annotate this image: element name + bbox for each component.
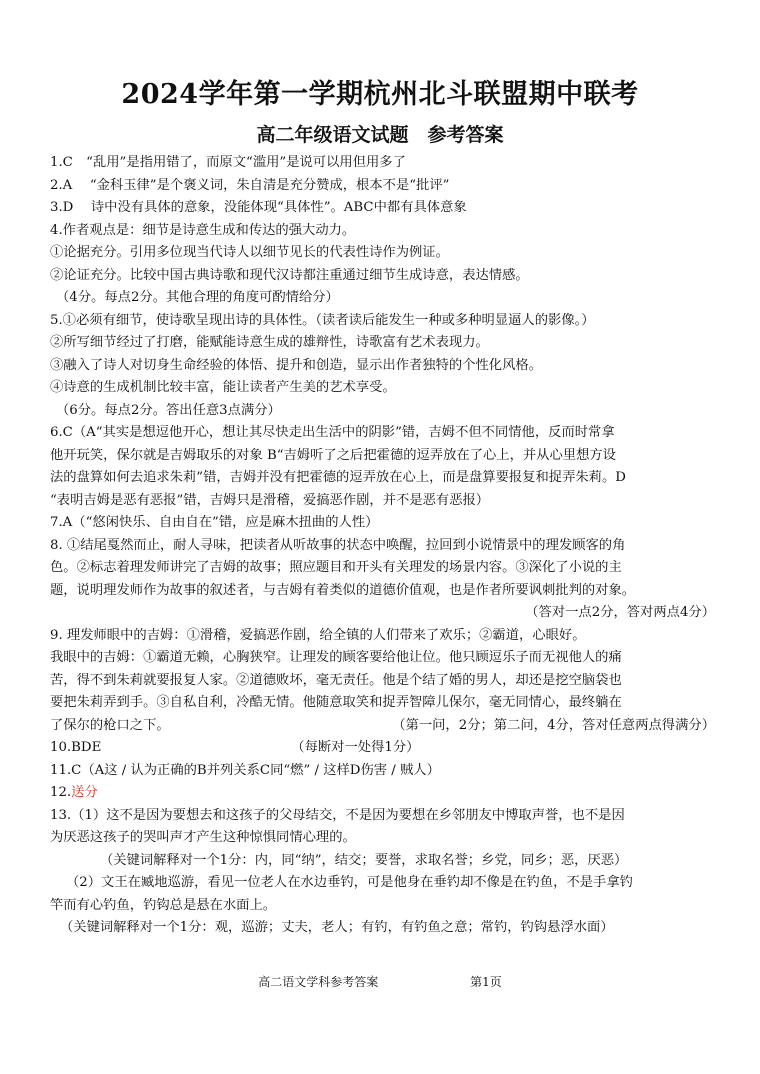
answer-body <box>50 152 715 940</box>
answer-line: ②论证充分。比较中国古典诗歌和现代汉诗都注重通过细节生成诗意，表达情感。 <box>50 267 529 283</box>
answer-line: 竿而有心钓鱼，钓钩总是悬在水面上。 <box>50 897 277 913</box>
page-title: 2024学年第一学期杭州北斗联盟期中联考 <box>121 79 639 110</box>
answer-line: 3.D 诗中没有具体的意象，没能体现“具体性”。ABC中都有具体意象 <box>50 200 467 215</box>
answer-line: 我眼中的吉姆：①霸道无赖，心胸狭窄。让理发的顾客要给他让位。他只顾逗乐子而无视他人的痛 <box>50 650 622 665</box>
answer-line: 2.A “金科玉律”是个褒义词，朱自清是充分赞成，根本不是“批评” <box>50 177 450 193</box>
answer-line: ②所写细节经过了打磨，能赋能诗意生成的雄辩性，诗歌富有艺术表现力。 <box>50 335 489 350</box>
answer-line: （4分。每点2分。其他合理的角度可酌情给分） <box>56 290 339 305</box>
answer-line: （答对一点2分，答对两点4分） <box>525 605 715 620</box>
answer-line: （关键词解释对一个1分：内，同“纳”，结交；要誉，求取名誉；乡党，同乡；恶，厌恶） <box>100 852 628 868</box>
page-subtitle: 高二年级语文试题 参考答案 <box>256 124 504 146</box>
answer-line-text: 了保尔的枪口之下。 <box>50 717 170 733</box>
answer-line: ④诗意的生成机制比较丰富，能让读者产生美的艺术享受。 <box>50 380 396 395</box>
answer-line: 7.A（“悠闲快乐、自由自在”错，应是麻木扭曲的人性） <box>50 515 379 530</box>
answer-line: （6分。每点2分。答出任意3点满分） <box>56 402 281 418</box>
answer-line: “表明吉姆是恶有恶报”错，吉姆只是滑稽，爱搞恶作剧，并不是恶有恶报） <box>50 492 490 508</box>
answer-line: 他开玩笑，保尔就是吉姆取乐的对象 B“吉姆听了之后把霍德的逗弄放在了心上，并从心里想方设 <box>50 447 616 463</box>
footer-subject: 高二语文学科参考答案 <box>258 975 379 989</box>
answer-line: 题，说明理发师作为故事的叙述者，与吉姆有着类似的道德价值观，也是作者所要讽刺批判的对象。 <box>50 582 636 598</box>
answer-line: （关键词解释对一个1分：观，巡游；丈夫，老人；有钓，有钓鱼之意；常钓，钓钩悬浮水面） <box>60 920 614 935</box>
answer-line: 6.C（A“其实是想逗他开心，想让其尽快走出生活中的阴影”错，吉姆不但不同情他，反而时常拿 <box>50 425 615 440</box>
answer-line: 9. 理发师眼中的吉姆：①滑稽，爱搞恶作剧，给全镇的人们带来了欢乐；②霸道，心眼好。 <box>50 627 586 643</box>
answer-line <box>50 737 715 760</box>
answer-line: 8. ①结尾戛然而止，耐人寻味，把读者从听故事的状态中唤醒，拉回到小说情景中的理发顾客的角 <box>50 537 626 553</box>
answer-line: 1.C “乱用”是指用错了，而原文“滥用”是说可以用但用多了 <box>50 155 406 170</box>
answer-line-text: 10.BDE <box>50 740 102 755</box>
answer-line: 为厌恶这孩子的哭叫声才产生这种惊惧同情心理的。 <box>50 830 356 845</box>
answer-line: 5.①必须有细节，使诗歌呈现出诗的具体性。（读者读后能发生一种或多种明显逼人的影像。） <box>50 312 595 328</box>
answer-line-text: 12. <box>50 785 72 800</box>
answer-line: 法的盘算如何去追求朱莉”错，吉姆并没有把霍德的逗弄放在心上，而是盘算要报复和捉弄朱莉。D <box>50 470 626 485</box>
answer-line-note: （每断对一处得1分） <box>291 740 420 755</box>
answer-line: 要把朱莉弄到手。③自私自利，冷酷无情。他随意取笑和捉弄智障儿保尔，毫无同情心，最终躺在 <box>50 695 622 710</box>
answer-line <box>50 715 715 738</box>
answer-line: ①论据充分。引用多位现当代诗人以细节见长的代表性诗作为例证。 <box>50 245 449 260</box>
answer-line: （2）文王在臧地巡游，看见一位老人在水边垂钓，可是他身在垂钓却不像是在钓鱼，不是手拿钓 <box>66 875 633 890</box>
answer-line-note: （第一问，2分；第二问，4分，答对任意两点得满分） <box>392 717 715 733</box>
answer-line: 4.作者观点是：细节是诗意生成和传达的强大动力。 <box>50 222 356 238</box>
answer-line: 苦，得不到朱莉就要报复人家。②道德败坏，毫无责任。他是个结了婚的男人，却还是挖空脑袋也 <box>50 672 622 688</box>
answer-line: 11.C（A这 / 认为正确的B并列关系C同“燃” / 这样D伤害 / 贼人） <box>50 762 440 778</box>
answer-line: ③融入了诗人对切身生命经验的体悟、提升和创造，显示出作者独特的个性化风格。 <box>50 357 542 373</box>
footer-page-number: 第1页 <box>470 975 502 989</box>
answer-highlight: 送分 <box>71 785 98 800</box>
page-footer <box>0 973 760 990</box>
answer-line: 13.（1）这不是因为要想去和这孩子的父母结交，不是因为要想在乡邻朋友中博取声誉，也不是因 <box>50 807 625 823</box>
answer-line <box>50 782 715 805</box>
answer-line: 色。②标志着理发师讲完了吉姆的故事；照应题目和开头有关理发的场景内容。③深化了小说的主 <box>50 560 622 575</box>
